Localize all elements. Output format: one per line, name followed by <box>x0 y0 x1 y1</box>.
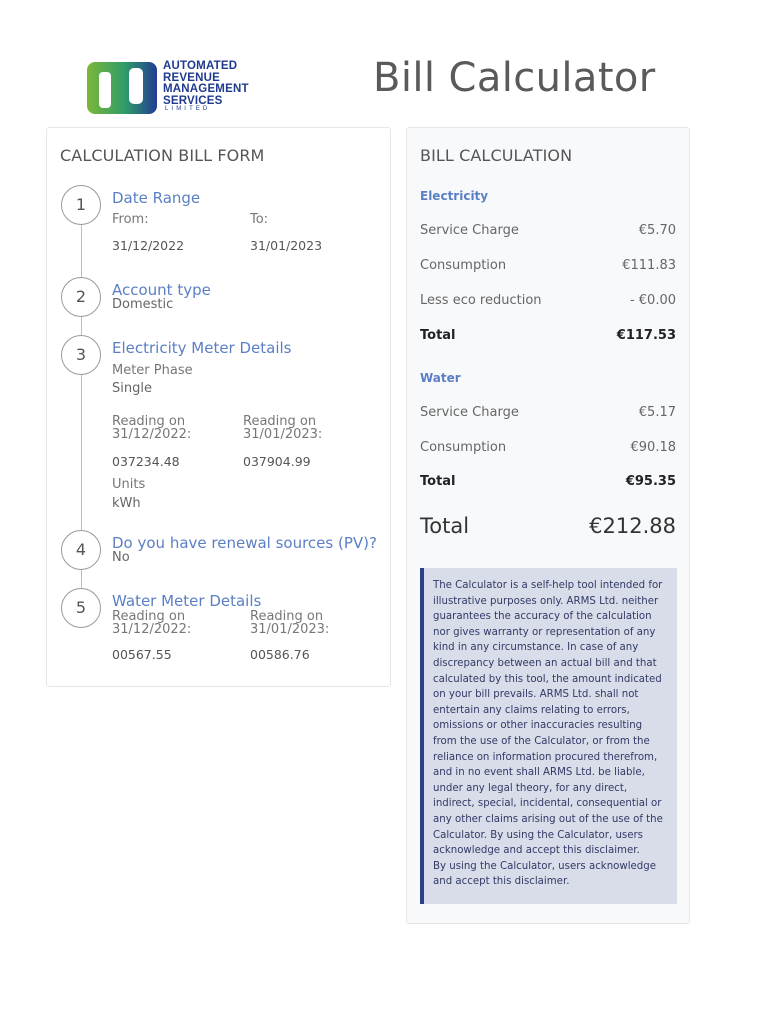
date-from-value[interactable]: 31/12/2022 <box>112 238 185 253</box>
water-consumption-label: Consumption <box>420 440 507 455</box>
step-5-badge: 5 <box>61 588 101 628</box>
elec-reading-1-value[interactable]: 037234.48 <box>112 454 180 469</box>
elec-consumption-label: Consumption <box>420 258 507 273</box>
elec-consumption-value: €111.83 <box>622 258 676 273</box>
step-4-title: Do you have renewal sources (PV)? <box>112 534 377 552</box>
calc-heading: BILL CALCULATION <box>420 146 573 165</box>
units-value[interactable]: kWh <box>112 496 141 511</box>
water-consumption-value: €90.18 <box>630 440 676 455</box>
water-reading-1-label: Reading on 31/12/2022: <box>112 609 192 637</box>
page-title: Bill Calculator <box>373 55 656 101</box>
grand-total-label: Total <box>420 514 470 538</box>
step-4-badge: 4 <box>61 530 101 570</box>
calculation-bill-form <box>46 127 391 687</box>
renewable-sources-value[interactable]: No <box>112 550 130 565</box>
step-2-badge: 2 <box>61 277 101 317</box>
meter-phase-label: Meter Phase <box>112 363 193 378</box>
form-heading: CALCULATION BILL FORM <box>60 146 265 165</box>
elec-reading-1-label: Reading on 31/12/2022: <box>112 414 192 442</box>
water-service-charge-value: €5.17 <box>638 405 676 420</box>
bill-calculation-panel <box>406 127 690 924</box>
step-1-title: Date Range <box>112 189 201 207</box>
electricity-section-title: Electricity <box>420 189 489 203</box>
arms-logo <box>87 60 267 116</box>
water-reading-2-value[interactable]: 00586.76 <box>250 647 310 662</box>
elec-service-charge-label: Service Charge <box>420 223 519 238</box>
logo-wordmark: AUTOMATED REVENUE MANAGEMENT SERVICES <box>163 60 249 107</box>
disclaimer-box <box>420 568 677 904</box>
step-2-title: Account type <box>112 281 211 299</box>
step-5-title: Water Meter Details <box>112 592 262 610</box>
arms-logo-mark <box>87 62 157 114</box>
date-from-label: From: <box>112 212 149 227</box>
elec-total-value: €117.53 <box>616 328 676 343</box>
step-1-badge: 1 <box>61 185 101 225</box>
logo-subtext: LIMITED <box>165 106 211 112</box>
step-3-title: Electricity Meter Details <box>112 339 292 357</box>
eco-reduction-value: - €0.00 <box>629 293 676 308</box>
disclaimer-text: The Calculator is a self-help tool intended for illustrative purposes only. ARMS Ltd. neither guarantees the accuracy of the calculation nor gives warranty or representation of any kind in any circumstance. In case of any discrepancy between an actual bill and that calculated by this tool, the amount indicated on your bill prevails. ARMS Ltd. shall not entertain any claims relating to errors, omissions or other inaccuracies resulting from the use of the Calculator, or from the reliance on information procured therefrom, and in no event shall ARMS Ltd. be liable, under any legal theory, for any direct, indirect, special, incidental, consequential or any other claims arising out of the use of the Calculator. By using the Calculator, users acknowledge and accept this disclaimer. <box>433 580 663 857</box>
elec-reading-2-label: Reading on 31/01/2023: <box>243 414 323 442</box>
date-to-label: To: <box>250 212 269 227</box>
water-reading-2-label: Reading on 31/01/2023: <box>250 609 330 637</box>
account-type-value[interactable]: Domestic <box>112 297 174 312</box>
water-section-title: Water <box>420 371 461 385</box>
elec-reading-2-value[interactable]: 037904.99 <box>243 454 311 469</box>
water-total-label: Total <box>420 474 456 489</box>
water-reading-1-value[interactable]: 00567.55 <box>112 647 172 662</box>
units-label: Units <box>112 477 146 492</box>
date-to-value[interactable]: 31/01/2023 <box>250 238 323 253</box>
elec-service-charge-value: €5.70 <box>638 223 676 238</box>
step-3-badge: 3 <box>61 335 101 375</box>
water-service-charge-label: Service Charge <box>420 405 519 420</box>
disclaimer-extra-text: By using the Calculator, users acknowledge and accept this disclaimer. <box>433 860 657 888</box>
water-total-value: €95.35 <box>625 474 676 489</box>
elec-total-label: Total <box>420 328 456 343</box>
eco-reduction-label: Less eco reduction <box>420 293 542 308</box>
meter-phase-value[interactable]: Single <box>112 381 152 396</box>
grand-total-value: €212.88 <box>589 514 676 538</box>
